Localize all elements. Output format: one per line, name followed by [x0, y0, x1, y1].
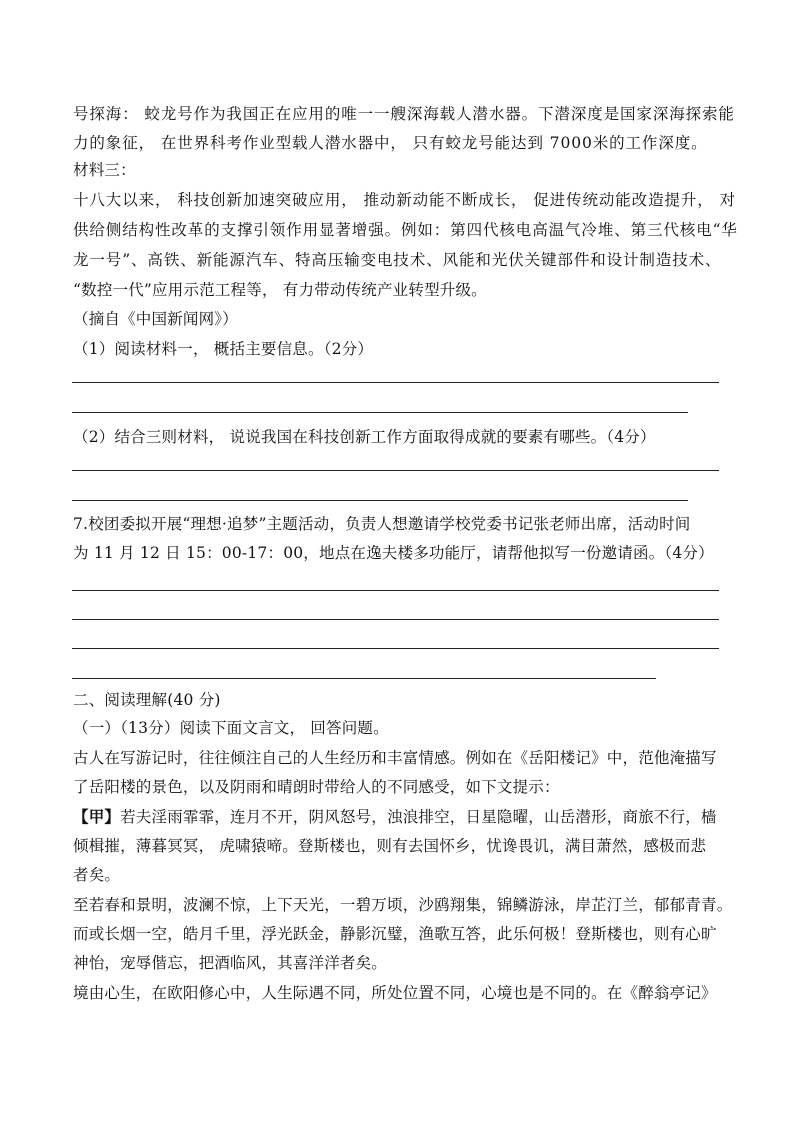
text-line: 倾楫摧，薄暮冥冥， 虎啸猿啼。登斯楼也，则有去国怀乡，忧谗畏讥，满目萧然，感极而悲	[73, 837, 707, 855]
text-line: 而或长烟一空，皓月千里，浮光跃金，静影沉璧，渔歌互答，此乐何极！登斯楼也，则有心旷	[73, 925, 717, 943]
text-line: 号探海： 蛟龙号作为我国正在应用的唯一一艘深海载人潜水器。下潜深度是国家深海探索能	[73, 105, 735, 123]
passage-text: 若夫淫雨霏霏，连月不开，阴风怒号，浊浪排空，日星隐曜，山岳潜形，商旅不行，樯	[120, 808, 717, 826]
answer-line[interactable]	[72, 648, 719, 649]
section-heading: 二、阅读理解(40 分)	[73, 691, 221, 709]
text-line: 者矣。	[73, 866, 121, 884]
question-7-cont: 为 11 月 12 日 15：00-17：00，地点在逸夫楼多功能厅，请帮他拟写一份邀请函。（4分）	[73, 544, 714, 562]
text-line: 十八大以来， 科技创新加速突破应用， 推动新动能不断成长， 促进传统动能改造提升， 对	[73, 191, 736, 209]
text-line: 神怡，宠辱偕忘，把酒临风，其喜洋洋者矣。	[73, 954, 388, 972]
text-line: 供给侧结构性改革的支撑引领作用显著增强。例如：第四代核电高温气冷堆、第三代核电“华	[73, 221, 738, 239]
answer-line[interactable]	[72, 678, 656, 679]
text-line: 力的象征， 在世界科考作业型载人潜水器中， 只有蛟龙号能达到 7000米的工作深度。	[73, 134, 708, 152]
answer-line[interactable]	[72, 412, 688, 413]
question-2: （2）结合三则材料， 说说我国在科技创新工作方面取得成就的要素有哪些。（4分）	[73, 428, 656, 446]
subsection-heading: （一）（13分）阅读下面文言文， 回答问题。	[73, 719, 389, 737]
answer-line[interactable]	[72, 500, 688, 501]
passage-marker: 【甲】	[73, 807, 121, 826]
text-line: 了岳阳楼的景色，以及阴雨和晴朗时带给人的不同感受，如下文提示：	[73, 778, 560, 796]
text-line	[73, 807, 717, 827]
section-label: 材料三：	[73, 161, 136, 179]
answer-line[interactable]	[72, 470, 719, 471]
answer-line[interactable]	[72, 619, 719, 620]
text-line: “数控一代”应用示范工程等， 有力带动传统产业转型升级。	[73, 281, 487, 299]
question-7: 7.校团委拟开展“理想·追梦”主题活动，负责人想邀请学校党委书记张老师出席，活动时间	[73, 515, 691, 533]
text-line: 龙一号”、高铁、新能源汽车、特高压输变电技术、风能和光伏关键部件和设计制造技术、	[73, 251, 722, 269]
text-line: 至若春和景明，波澜不惊，上下天光，一碧万顷，沙鸥翔集，锦鳞游泳，岸芷汀兰，郁郁青青。	[73, 896, 733, 914]
source-note: （摘自《中国新闻网》）	[73, 310, 238, 328]
answer-line[interactable]	[72, 590, 719, 591]
question-1: （1）阅读材料一， 概括主要信息。（2分）	[73, 340, 374, 358]
text-line: 境由心生，在欧阳修心中，人生际遇不同，所处位置不同，心境也是不同的。在《醉翁亭记》	[73, 984, 717, 1002]
text-line: 古人在写游记时，往往倾注自己的人生经历和丰富情感。例如在《岳阳楼记》中，范他淹描写	[73, 749, 717, 767]
answer-line[interactable]	[72, 382, 719, 383]
